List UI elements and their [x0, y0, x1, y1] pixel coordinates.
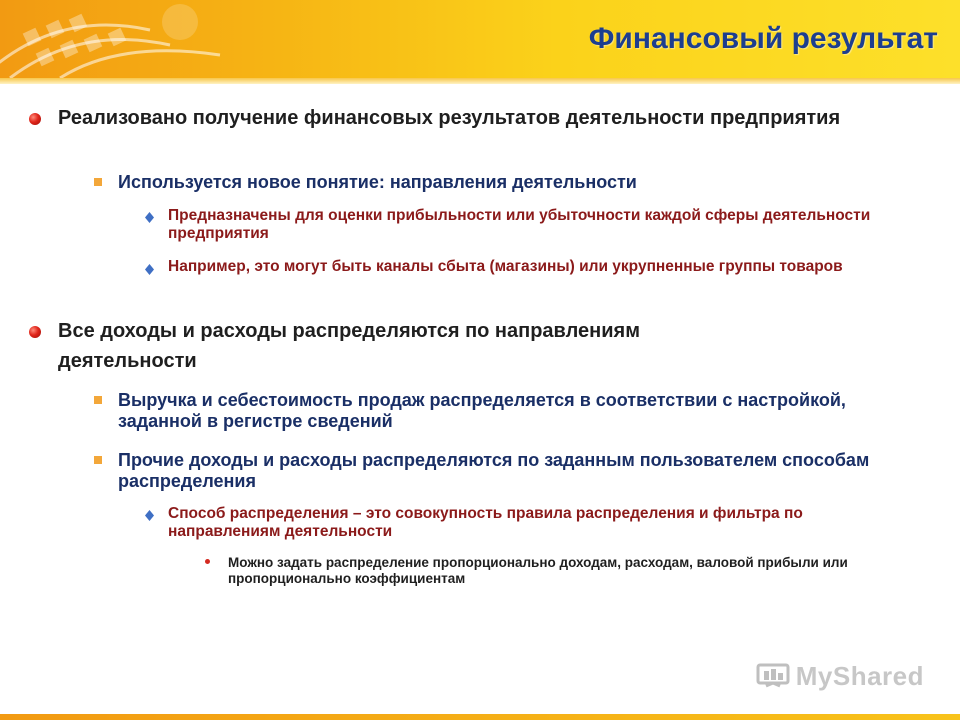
- bullet-level3-text: Предназначены для оценки прибыльности или убыточности каждой сферы деятельности предприятия: [168, 207, 871, 242]
- presentation-icon: [756, 662, 790, 692]
- bullet-level3-text: Например, это могут быть каналы сбыта (магазины) или укрупненные группы товаров: [168, 258, 843, 275]
- bullet-level1-text: Все доходы и расходы распределяются по направлениям деятельности: [58, 320, 640, 372]
- watermark: [756, 661, 924, 692]
- bullet-level2-text: Прочие доходы и расходы распределяются по заданным пользователем способам распределения: [118, 450, 870, 491]
- slide-title: Финансовый результат: [588, 22, 938, 55]
- watermark-text: MyShared: [795, 661, 924, 691]
- bullet-level4-text: Можно задать распределение пропорционально доходам, расходам, валовой прибыли или пропорционально коэффициентам: [228, 555, 848, 586]
- level2-bullet-icon: [94, 396, 102, 404]
- bullet-level2-text: Выручка и себестоимость продаж распределяется в соответствии с настройкой, заданной в регистре сведений: [118, 390, 846, 431]
- bullet-level2-text: Используется новое понятие: направления деятельности: [118, 172, 637, 192]
- level1-bullet-icon: [29, 113, 41, 125]
- level2-bullet-icon: [94, 456, 102, 464]
- level1-bullet-icon: [29, 326, 41, 338]
- bullet-level1-text: Реализовано получение финансовых результатов деятельности предприятия: [58, 107, 841, 129]
- bullet-level3-text: Способ распределения – это совокупность правила распределения и фильтра по направлениям деятельности: [168, 505, 803, 540]
- level4-bullet-icon: [205, 559, 210, 564]
- footer-stripe: [0, 714, 960, 720]
- level2-bullet-icon: [94, 178, 102, 186]
